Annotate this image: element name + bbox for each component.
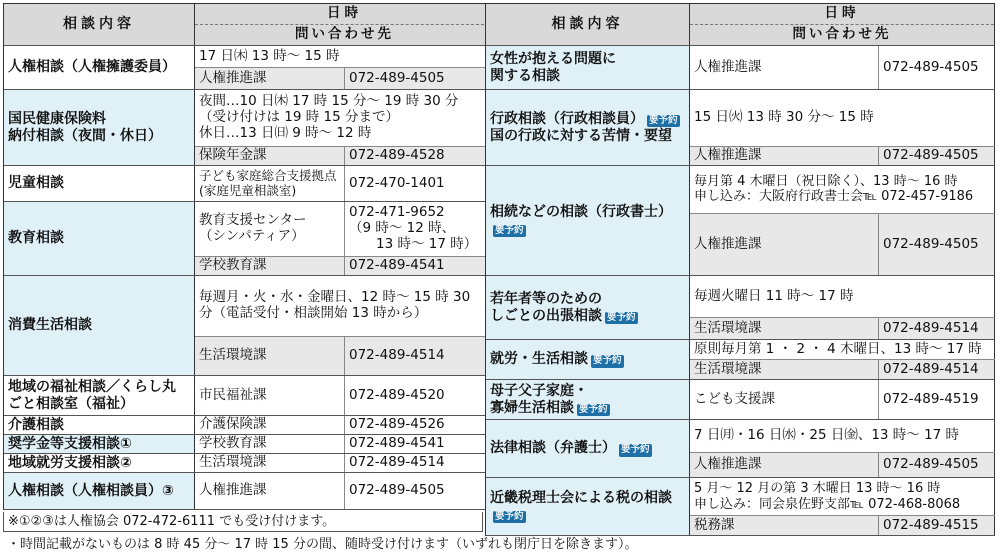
row-category-line2: 寡婦生活相談 (490, 399, 574, 416)
row-category-text: 法律相談（弁護士） (490, 440, 616, 457)
row-category: 児童相談 (4, 166, 195, 201)
left-table (3, 3, 495, 510)
row-category-line2: 国の行政に対する苦情・要望 (490, 127, 672, 144)
header-when: 日時 (690, 4, 994, 25)
footnote-hours: ・時間記載がないものは 8 時 45 分～ 17 時 15 分の間、随時受け付けます（いずれも閉庁日を除きます）。 (7, 537, 638, 552)
table-row (4, 435, 495, 454)
row-dept: 人権推進課 (690, 214, 879, 275)
row-category (486, 166, 690, 275)
reservation-required-badge: 要予約 (621, 444, 650, 456)
footnote-kyokai: ※①②③は人権協会 072-472-6111 でも受け付けます。 (3, 512, 483, 532)
row-category-line2: しごとの出張相談 (490, 307, 602, 324)
row-category-text: 就労・生活相談 (490, 351, 588, 368)
header-category: 相談内容 (486, 4, 690, 45)
row-dept: 市民福祉課 (195, 376, 345, 415)
row-category: 国民健康保険料 納付相談（夜間・休日） (4, 90, 195, 165)
table-row (486, 90, 995, 166)
right-table (485, 3, 995, 536)
left-header-row (4, 4, 495, 46)
table-row (486, 340, 995, 380)
row-phone: 072-489-4505 (345, 473, 495, 509)
row-category-line1: 若年者等のための (490, 290, 602, 307)
row-category: 地域の福祉相談／くらし丸 ごと相談室（福祉） (4, 376, 195, 415)
row-category: 人権相談（人権擁護委員） (4, 46, 195, 89)
row-category (486, 478, 690, 535)
reservation-required-badge: 要予約 (495, 224, 524, 236)
row-phone: 072-489-4520 (345, 376, 495, 415)
row-phone: 072-489-4505 (879, 453, 995, 477)
row-phone: 072-489-4514 (879, 318, 995, 339)
table-row (486, 380, 995, 420)
row-phone: 072-489-4541 (345, 257, 495, 275)
table-row (4, 202, 495, 276)
row-category (486, 90, 690, 165)
row-category-line1: 母子父子家庭・ (490, 382, 588, 399)
row-schedule: 7 日㈪・16 日㈬・25 日㈮、13 時～ 17 時 (690, 420, 995, 452)
row-category (486, 420, 690, 477)
row-dept: 学校教育課 (195, 257, 345, 275)
row-dept: 子ども家庭総合支援拠点 (家庭児童相談室) (195, 166, 345, 201)
table-row (4, 376, 495, 416)
row-phone: 072-489-4505 (879, 214, 995, 275)
table-row (486, 46, 995, 90)
row-phone: 072-489-4505 (879, 46, 995, 89)
row-schedule: 5 月～ 12 月の第 3 木曜日 13 時～ 16 時 申し込み：同会泉佐野支部℡ 072-468-8068 (690, 478, 995, 515)
row-category: 介護相談 (4, 416, 195, 434)
row-schedule: 毎週火曜日 11 時～ 17 時 (690, 276, 995, 317)
right-header-row (486, 4, 995, 46)
row-dept: 学校教育課 (195, 435, 345, 453)
row-schedule: 15 日㈫ 13 時 30 分～ 15 時 (690, 90, 995, 146)
row-phone: 072-489-4514 (879, 360, 995, 379)
row-phone: 072-489-4514 (345, 454, 495, 472)
header-when: 日時 (195, 4, 494, 25)
row-phone: 072-489-4514 (345, 337, 495, 375)
row-dept: 人権推進課 (690, 46, 879, 89)
row-schedule: 17 日㈭ 13 時～ 15 時 (195, 46, 495, 67)
row-phone: 072-489-4519 (879, 380, 995, 419)
row-phone: 072-489-4505 (879, 147, 995, 166)
row-category (486, 380, 690, 419)
row-dept: 税務課 (690, 516, 879, 535)
row-category-line1: 行政相談（行政相談員） (490, 110, 644, 127)
row-category (486, 276, 690, 339)
reservation-required-badge: 要予約 (495, 510, 524, 522)
table-row (486, 420, 995, 478)
table-row (4, 166, 495, 202)
reservation-required-badge: 要予約 (649, 114, 678, 126)
row-category: 人権相談（人権相談員）③ (4, 473, 195, 509)
row-category: 教育相談 (4, 202, 195, 275)
table-row (4, 473, 495, 510)
row-phone: 072-489-4541 (345, 435, 495, 453)
reservation-required-badge: 要予約 (579, 403, 608, 415)
row-dept: こども支援課 (690, 380, 879, 419)
header-contact: 問い合わせ先 (295, 26, 394, 43)
row-dept: 人権推進課 (690, 147, 879, 166)
row-category: 奨学金等支援相談① (4, 435, 195, 453)
row-category: 地域就労支援相談② (4, 454, 195, 472)
table-row (4, 90, 495, 166)
row-dept: 人権推進課 (195, 68, 345, 89)
row-phone: 072-489-4505 (345, 68, 495, 89)
row-dept: 人権推進課 (690, 453, 879, 477)
row-dept: 教育支援センター （シンパティア） (195, 202, 345, 256)
row-phone: 072-471-9652 （9 時～ 12 時、 13 時～ 17 時） (345, 202, 495, 256)
row-dept: 生活環境課 (690, 318, 879, 339)
row-phone: 072-489-4528 (345, 147, 495, 166)
row-category: 女性が抱える問題に 関する相談 (486, 46, 690, 89)
row-schedule: 毎週月・火・水・金曜日、12 時～ 15 時 30 分（電話受付・相談開始 13 時から） (195, 276, 495, 336)
table-row (486, 166, 995, 276)
header-category: 相談内容 (4, 4, 195, 45)
row-dept: 生活環境課 (690, 360, 879, 379)
row-dept: 介護保険課 (195, 416, 345, 434)
row-category (486, 340, 690, 379)
row-phone: 072-489-4515 (879, 516, 995, 535)
row-dept: 生活環境課 (195, 454, 345, 472)
table-row (4, 46, 495, 90)
table-row (4, 416, 495, 435)
header-contact: 問い合わせ先 (792, 26, 892, 43)
row-schedule: 夜間…10 日㈭ 17 時 15 分～ 19 時 30 分 （受け付けは 19 時 15 分まで） 休日…13 日㈰ 9 時～ 12 時 (195, 90, 495, 146)
row-dept: 人権推進課 (195, 473, 345, 509)
row-dept: 保険年金課 (195, 147, 345, 166)
table-row (4, 276, 495, 376)
row-schedule: 毎月第 4 木曜日（祝日除く）、13 時～ 16 時 申し込み：大阪府行政書士会℡ 072-457-9186 (690, 166, 995, 213)
reservation-required-badge: 要予約 (607, 311, 636, 323)
row-category-text: 相続などの相談（行政書士） (490, 203, 672, 220)
table-row (4, 454, 495, 473)
row-schedule: 原則毎月第 1 ・ 2 ・ 4 木曜日、13 時～ 17 時 (690, 340, 995, 359)
table-row (486, 478, 995, 536)
row-category-text: 近畿税理士会による税の相談 (490, 489, 672, 506)
row-phone: 072-470-1401 (345, 166, 495, 201)
table-row (486, 276, 995, 340)
row-dept: 生活環境課 (195, 337, 345, 375)
reservation-required-badge: 要予約 (593, 355, 622, 367)
row-phone: 072-489-4526 (345, 416, 495, 434)
row-category: 消費生活相談 (4, 276, 195, 375)
